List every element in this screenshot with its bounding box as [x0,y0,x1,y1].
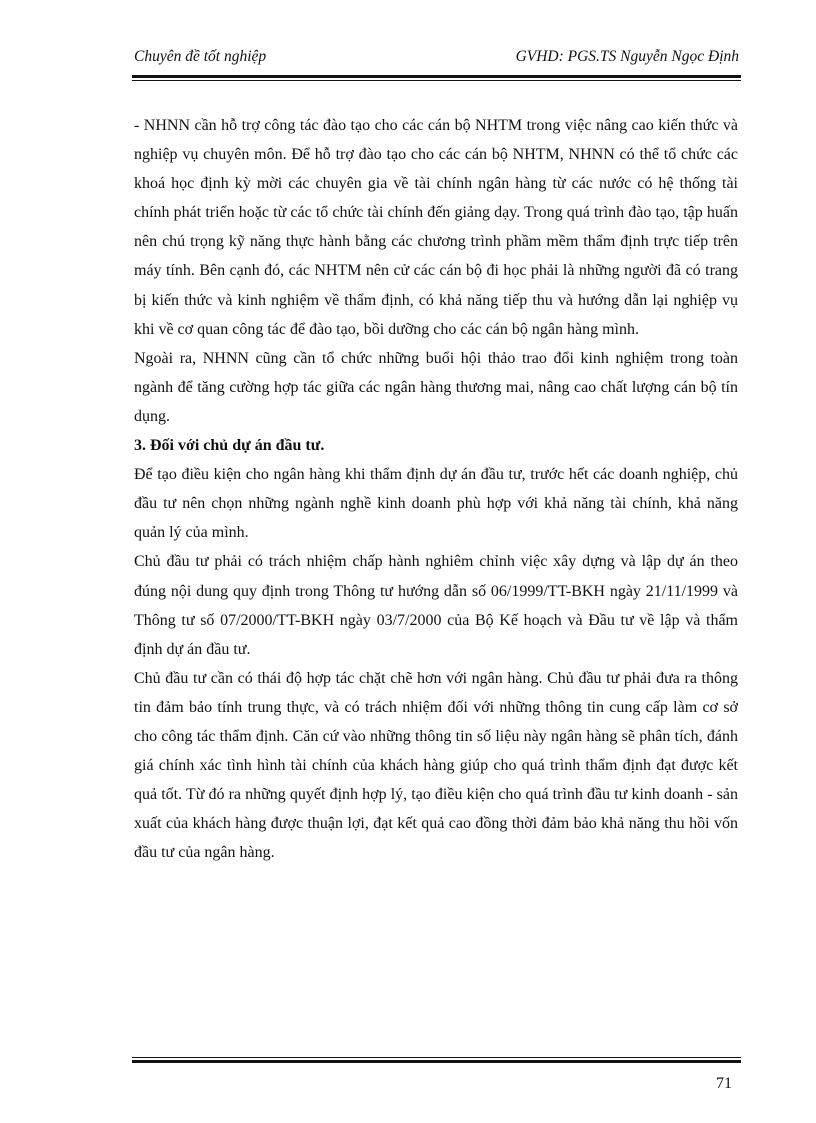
section-heading: 3. Đối với chủ dự án đầu tư. [134,437,325,455]
header-rule-thick [132,75,741,78]
header-document-title: Chuyên đề tốt nghiệp [134,48,267,65]
header-rule-thin [132,80,741,81]
footer-rule-thin [132,1057,741,1058]
page-header [134,48,739,72]
paragraph-investor-conditions: Để tạo điều kiện cho ngân hàng khi thẩm định dự án đầu tư, trước hết các doanh nghiệp, chủ đầu tư nên chọn những ngành nghề kinh doanh phù hợp với khả năng tài chính, khả năng quản lý của mình. [134,466,738,542]
page-number: 71 [716,1075,732,1092]
paragraph-investor-cooperation: Chủ đầu tư cần có thái độ hợp tác chặt chẽ hơn với ngân hàng. Chủ đầu tư phải đưa ra thông tin đảm bảo tính trung thực, và có trách nhiệm đối với những thông tin cung cấp làm cơ sở cho công tác thẩm định. Căn cứ vào những thông tin số liệu này ngân hàng sẽ phân tích, đánh giá chính xác tình hình tài chính của khách hàng giúp cho quá trình thẩm định đạt được kết quả tốt. Từ đó ra những quyết định hợp lý, tạo điều kiện cho quá trình đầu tư kinh doanh - sản xuất của khách hàng được thuận lợi, đạt kết quả cao đồng thời đảm bảo khả năng thu hồi vốn đầu tư của ngân hàng. [134,669,738,862]
footer-rule-thick [132,1060,741,1063]
paragraph-nhnn-workshops: Ngoài ra, NHNN cũng cần tổ chức những buổi hội thảo trao đổi kinh nghiệm trong toàn ngành để tăng cường hợp tác giữa các ngân hàng thương mai, nâng cao chất lượng cán bộ tín dụng. [134,349,738,425]
paragraph-nhnn-training: - NHNN cần hỗ trợ công tác đào tạo cho các cán bộ NHTM trong việc nâng cao kiến thức và nghiệp vụ chuyên môn. Để hỗ trợ đào tạo cho các cán bộ NHTM, NHNN có thể tổ chức các khoá học định kỳ mời các chuyên gia về tài chính ngân hàng từ các nước có hệ thống tài chính phát triển hoặc từ các tổ chức tài chính đến giảng dạy. Trong quá trình đào tạo, tập huấn nên chú trọng kỹ năng thực hành bằng các chương trình phầm mềm thẩm định trực tiếp trên máy tính. Bên cạnh đó, các NHTM nên cử các cán bộ đi học phải là những người đã có trang bị kiến thức và kinh nghiệm về thẩm định, có khả năng tiếp thu và hướng dẫn lại nghiệp vụ khi về cơ quan công tác để đào tạo, bồi dưỡng cho các cán bộ ngân hàng mình. [134,117,738,338]
paragraph-investor-compliance: Chủ đầu tư phải có trách nhiệm chấp hành nghiêm chỉnh việc xây dựng và lập dự án theo đúng nội dung quy định trong Thông tư hướng dẫn số 06/1999/TT-BKH ngày 21/11/1999 và Thông tư số 07/2000/TT-BKH ngày 03/7/2000 của Bộ Kế hoạch và Đầu tư về lập và thẩm định dự án đầu tư. [134,553,738,658]
header-advisor: GVHD: PGS.TS Nguyễn Ngọc Định [515,48,739,65]
page-body [134,111,738,867]
